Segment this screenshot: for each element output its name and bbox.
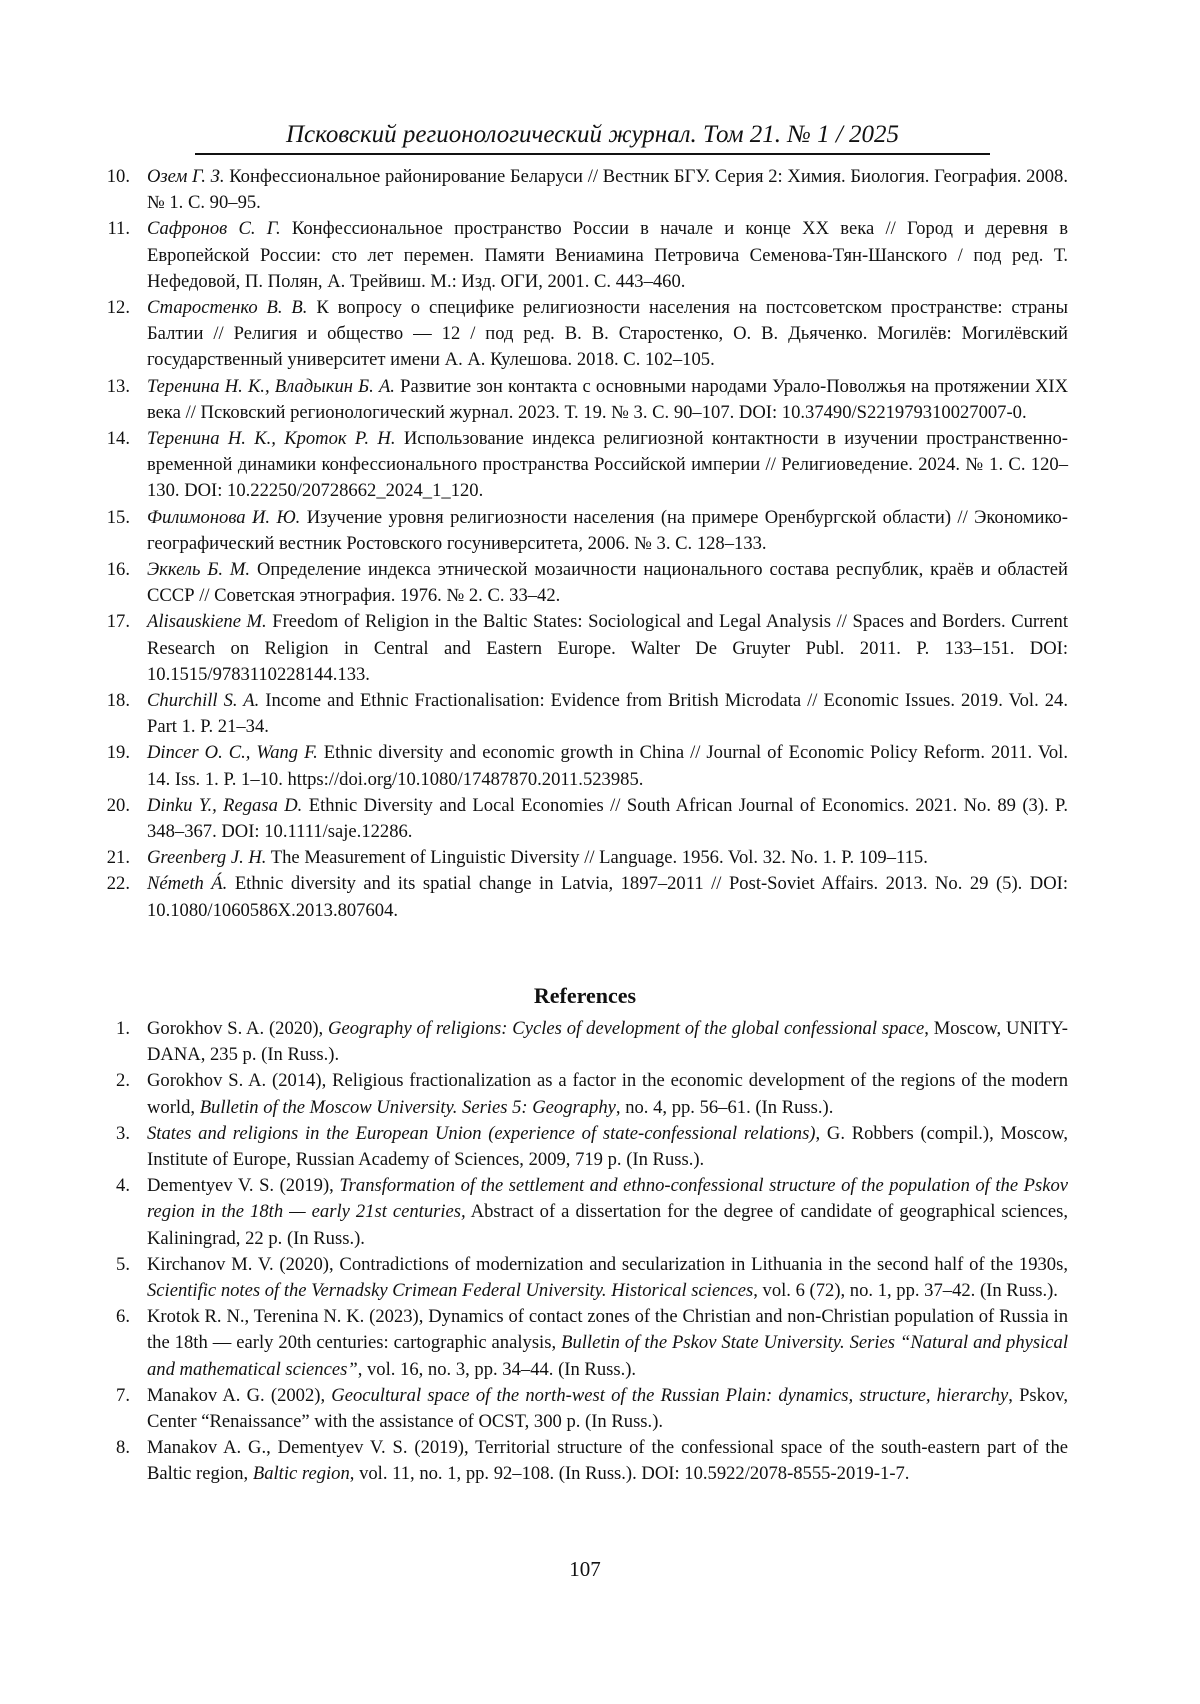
reference-item bbox=[100, 295, 1068, 374]
reference-item bbox=[100, 164, 1068, 216]
page-number: 107 bbox=[0, 1555, 1170, 1583]
reference-text: The Measurement of Linguistic Diversity // Language. 1956. Vol. 32. No. 1. P. 109–115. bbox=[266, 847, 927, 868]
reference-item bbox=[100, 1304, 1068, 1383]
reference-text: К вопросу о специфике религиозности населения на постсоветском пространстве: страны Балтии // Религия и общество — 12 / под ред. В. В. Старостенко, О. В. Дьяченко. Могилёв: Могилёвский государственный университет имени А. А. Кулешова. 2018. С. 102–105. bbox=[147, 297, 1068, 370]
reference-title: Scientific notes of the Vernadsky Crimean Federal University. Historical sciences bbox=[147, 1280, 753, 1301]
reference-number: 22. bbox=[100, 871, 130, 897]
reference-number: 2. bbox=[100, 1068, 130, 1094]
reference-title: States and religions in the European Union (experience of state-confessional relations) bbox=[147, 1123, 816, 1144]
reference-author: Теренина Н. К., Кроток Р. Н. bbox=[147, 428, 396, 449]
reference-item bbox=[100, 1121, 1068, 1173]
reference-details: , vol. 16, no. 3, pp. 34–44. (In Russ.). bbox=[358, 1359, 636, 1380]
reference-author: Старостенко В. В. bbox=[147, 297, 307, 318]
reference-item bbox=[100, 845, 1068, 871]
reference-number: 11. bbox=[100, 216, 130, 242]
reference-author: Филимонова И. Ю. bbox=[147, 507, 300, 528]
reference-text: Manakov A. G., Dementyev V. S. (2019), Territorial structure of the confessional space of the south-eastern part of the Baltic region, bbox=[147, 1437, 1068, 1484]
reference-text: Gorokhov S. A. (2014), Religious fractionalization as a factor in the economic development of the regions of the modern world, bbox=[147, 1070, 1068, 1117]
reference-number: 12. bbox=[100, 295, 130, 321]
reference-item bbox=[100, 609, 1068, 688]
reference-title: Baltic region bbox=[253, 1463, 350, 1484]
reference-item bbox=[100, 557, 1068, 609]
reference-title: Transformation of the settlement and ethno-confessional structure of the population of the Pskov region in the 18th — early 21st centuries, bbox=[147, 1175, 1068, 1222]
reference-item bbox=[100, 871, 1068, 923]
english-reference-list bbox=[100, 1016, 1068, 1488]
reference-author: Эккель Б. М. bbox=[147, 559, 250, 580]
reference-number: 7. bbox=[100, 1383, 130, 1409]
reference-text: Kirchanov M. V. (2020), Contradictions of modernization and secularization in Lithuania in the second half of the 1930s, bbox=[147, 1254, 1068, 1275]
reference-author: Németh Á. bbox=[147, 873, 227, 894]
reference-title: Bulletin of the Moscow University. Series 5: Geography bbox=[200, 1097, 616, 1118]
reference-text: Income and Ethnic Fractionalisation: Evidence from British Microdata // Economic Issues. 2019. Vol. 24. Part 1. P. 21–34. bbox=[147, 690, 1068, 737]
reference-item bbox=[100, 1252, 1068, 1304]
reference-item bbox=[100, 688, 1068, 740]
reference-text: Использование индекса религиозной контактности в изучении пространственно-временной динамики конфессионального пространства Российской империи // Религиоведение. 2024. № 1. С. 120–130. DOI: 10.22250/20728662_2024_1_120. bbox=[147, 428, 1068, 501]
reference-text: Изучение уровня религиозности населения (на примере Оренбургской области) // Экономико-географический вестник Ростовского госуниверситета, 2006. № 3. С. 128–133. bbox=[147, 507, 1068, 554]
reference-item bbox=[100, 1383, 1068, 1435]
reference-number: 5. bbox=[100, 1252, 130, 1278]
reference-text: Freedom of Religion in the Baltic States: Sociological and Legal Analysis // Spaces and Borders. Current Research on Religion in Central and Eastern Europe. Walter De Gruyter Publ. 2011. P. 133–151. DOI: 10.1515/9783110228144.133. bbox=[147, 611, 1068, 684]
reference-item bbox=[100, 793, 1068, 845]
reference-text: Manakov A. G. (2002), bbox=[147, 1385, 331, 1406]
reference-text: Конфессиональное пространство России в начале и конце XX века // Город и деревня в Европейской России: сто лет перемен. Памяти Вениамина Петровича Семенова-Тян-Шанского / под ред. Т. Нефедовой, П. Полян, А. Трейвиш. М.: Изд. ОГИ, 2001. С. 443–460. bbox=[147, 218, 1068, 291]
reference-number: 3. bbox=[100, 1121, 130, 1147]
reference-title: Bulletin of the Pskov State University. Series “Natural and physical and mathematical sciences” bbox=[147, 1332, 1068, 1379]
reference-number: 8. bbox=[100, 1435, 130, 1461]
reference-details: , Pskov, Center “Renaissance” with the assistance of OCST, 300 p. (In Russ.). bbox=[147, 1385, 1068, 1432]
references-title: References bbox=[0, 982, 1170, 1010]
reference-text: Определение индекса этнической мозаичности национального состава республик, краёв и областей СССР // Советская этнография. 1976. № 2. С. 33–42. bbox=[147, 559, 1068, 606]
reference-details: , no. 4, pp. 56–61. (In Russ.). bbox=[616, 1097, 833, 1118]
reference-text: Развитие зон контакта с основными народами Урало-Поволжья на протяжении XIX века // Псковский регионологический журнал. 2023. Т. 19. № 3. С. 90–107. DOI: 10.37490/S221979310027007-0. bbox=[147, 376, 1068, 423]
reference-number: 15. bbox=[100, 505, 130, 531]
reference-title: Geography of religions: Cycles of development of the global confessional space bbox=[328, 1018, 924, 1039]
reference-title: Geocultural space of the north-west of the Russian Plain: dynamics, structure, hierarchy bbox=[331, 1385, 1008, 1406]
reference-item bbox=[100, 1435, 1068, 1487]
reference-author: Озем Г. З. bbox=[147, 166, 224, 187]
reference-number: 4. bbox=[100, 1173, 130, 1199]
reference-number: 20. bbox=[100, 793, 130, 819]
reference-details: , vol. 11, no. 1, pp. 92–108. (In Russ.). DOI: 10.5922/2078-8555-2019-1-7. bbox=[350, 1463, 910, 1484]
reference-text: Gorokhov S. A. (2020), bbox=[147, 1018, 328, 1039]
russian-reference-list bbox=[100, 164, 1068, 924]
reference-author: Greenberg J. H. bbox=[147, 847, 266, 868]
reference-author: Dinku Y., Regasa D. bbox=[147, 795, 302, 816]
reference-number: 16. bbox=[100, 557, 130, 583]
reference-text: Dementyev V. S. (2019), bbox=[147, 1175, 339, 1196]
reference-item bbox=[100, 374, 1068, 426]
journal-header: Псковский регионологический журнал. Том 21. № 1 / 2025 bbox=[195, 118, 990, 155]
reference-number: 21. bbox=[100, 845, 130, 871]
reference-text: Ethnic diversity and economic growth in China // Journal of Economic Policy Reform. 2011. Vol. 14. Iss. 1. P. 1–10. https://doi.org/10.1080/17487870.2011.523985. bbox=[147, 742, 1068, 789]
reference-number: 19. bbox=[100, 740, 130, 766]
reference-number: 14. bbox=[100, 426, 130, 452]
reference-number: 18. bbox=[100, 688, 130, 714]
reference-text: Ethnic diversity and its spatial change in Latvia, 1897–2011 // Post-Soviet Affairs. 2013. No. 29 (5). DOI: 10.1080/1060586X.2013.807604. bbox=[147, 873, 1068, 920]
reference-details: , G. Robbers (compil.), Moscow, Institute of Europe, Russian Academy of Sciences, 2009, 719 p. (In Russ.). bbox=[147, 1123, 1068, 1170]
reference-details: , Moscow, UNITY-DANA, 235 p. (In Russ.). bbox=[147, 1018, 1068, 1065]
reference-text: Ethnic Diversity and Local Economies // South African Journal of Economics. 2021. No. 89 (3). P. 348–367. DOI: 10.1111/saje.12286. bbox=[147, 795, 1068, 842]
reference-item bbox=[100, 505, 1068, 557]
reference-author: Сафронов С. Г. bbox=[147, 218, 281, 239]
reference-item bbox=[100, 740, 1068, 792]
reference-author: Alisauskiene M. bbox=[147, 611, 267, 632]
reference-text: Krotok R. N., Terenina N. K. (2023), Dynamics of contact zones of the Christian and non-Christian population of Russia in the 18th — early 20th centuries: cartographic analysis, bbox=[147, 1306, 1068, 1353]
reference-details: , vol. 6 (72), no. 1, pp. 37–42. (In Russ.). bbox=[753, 1280, 1058, 1301]
reference-author: Теренина Н. К., Владыкин Б. А. bbox=[147, 376, 395, 397]
reference-number: 6. bbox=[100, 1304, 130, 1330]
reference-number: 1. bbox=[100, 1016, 130, 1042]
reference-author: Dincer O. C., Wang F. bbox=[147, 742, 318, 763]
reference-item bbox=[100, 1173, 1068, 1252]
reference-item bbox=[100, 426, 1068, 505]
reference-number: 10. bbox=[100, 164, 130, 190]
reference-number: 13. bbox=[100, 374, 130, 400]
reference-author: Churchill S. A. bbox=[147, 690, 259, 711]
reference-number: 17. bbox=[100, 609, 130, 635]
reference-text: Конфессиональное районирование Беларуси // Вестник БГУ. Серия 2: Химия. Биология. География. 2008. № 1. С. 90–95. bbox=[147, 166, 1068, 213]
reference-item bbox=[100, 1016, 1068, 1068]
reference-item bbox=[100, 216, 1068, 295]
reference-item bbox=[100, 1068, 1068, 1120]
reference-details: Abstract of a dissertation for the degree of candidate of geographical sciences, Kaliningrad, 22 p. (In Russ.). bbox=[147, 1201, 1068, 1248]
